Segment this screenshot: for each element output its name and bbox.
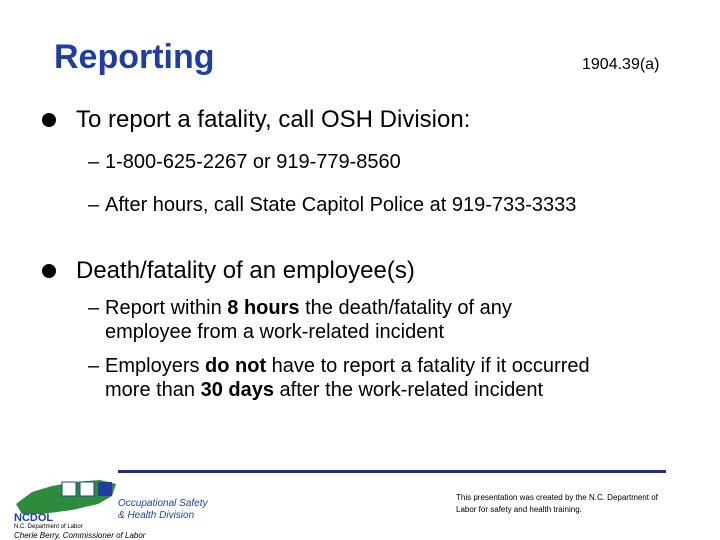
sub-item — [88, 150, 401, 174]
division-name-line1: Occupational Safety — [118, 498, 208, 509]
sub-item-text: more than — [105, 379, 201, 401]
bullet-item — [42, 106, 470, 134]
bullet-item — [42, 257, 415, 285]
division-name-line2: & Health Division — [118, 510, 195, 521]
slide-title: Reporting — [54, 38, 215, 76]
sub-item-text: employee from a work-related incident — [105, 321, 445, 343]
footer-note: This presentation was created by the N.C. Department of Labor for safety and health training. — [456, 493, 658, 514]
commissioner-name: Cherie Berry, Commissioner of Labor — [14, 531, 146, 540]
sub-item-text: have to report a fatality if it occurred — [266, 355, 590, 377]
sub-item-emphasis: 8 hours — [227, 297, 300, 319]
dash-icon: – — [88, 355, 100, 377]
bullet-text: To report a fatality, call OSH Division: — [76, 106, 471, 133]
sub-item-text: After hours, call State Capitol Police at 919-733-3333 — [105, 194, 577, 216]
sub-item-text: 1-800-625-2267 or 919-779-8560 — [105, 151, 401, 173]
sub-item — [88, 354, 698, 402]
dash-icon: – — [88, 194, 100, 216]
ncdol-logo — [12, 474, 212, 538]
bullet-text: Death/fatality of an employee(s) — [76, 257, 415, 284]
dash-icon: – — [88, 151, 100, 173]
sub-item-text: Report within — [105, 297, 228, 319]
footer-divider — [118, 470, 666, 473]
logo-subtitle: N.C. Department of Labor — [14, 524, 83, 530]
regulation-reference: 1904.39(a) — [582, 56, 660, 73]
sub-item — [88, 193, 576, 217]
sub-item-emphasis: do not — [205, 355, 267, 377]
sub-item-text: after the work-related incident — [274, 379, 544, 401]
sub-item-emphasis: 30 days — [200, 379, 274, 401]
sub-item-text: the death/fatality of any — [299, 297, 512, 319]
bullet-dot-icon — [42, 113, 56, 127]
sub-item — [88, 296, 698, 344]
sub-item-text: Employers — [105, 355, 206, 377]
bullet-dot-icon — [42, 264, 56, 278]
dash-icon: – — [88, 297, 100, 319]
logo-name: NCDOL — [14, 512, 54, 524]
